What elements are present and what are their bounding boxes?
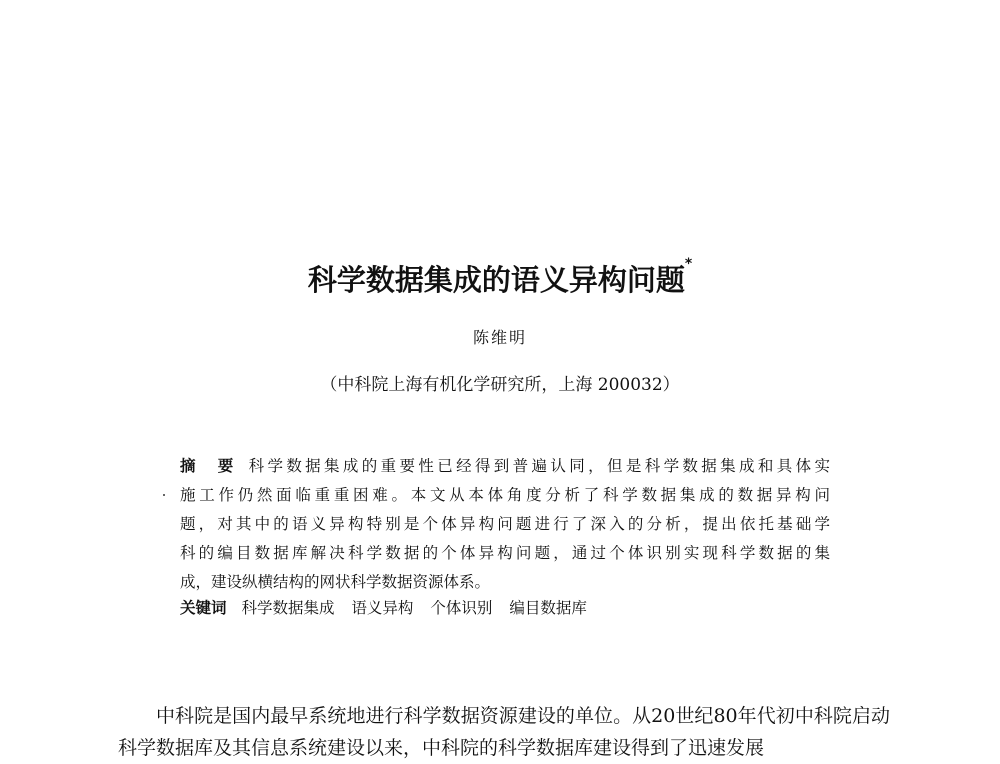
- keyword: 个体识别: [430, 599, 493, 617]
- keyword: 科学数据集成: [241, 599, 335, 617]
- abstract-line: 成，建设纵横结构的网状科学数据资源体系。: [180, 573, 491, 591]
- title-text: 科学数据集成的语义异构问题: [307, 263, 685, 297]
- author-name: 陈维明: [472, 328, 527, 347]
- keyword: 编目数据库: [509, 599, 587, 617]
- abstract-line: 科的编目数据库解决科学数据的个体异构问题，通过个体识别实现科学数据的集: [180, 544, 830, 562]
- abstract: [180, 452, 830, 597]
- keyword: 语义异构: [351, 599, 414, 617]
- author-affiliation: （中科院上海有机化学研究所，上海 200032）: [320, 375, 680, 395]
- abstract-line: [180, 452, 830, 481]
- abstract-label: 摘 要: [180, 457, 237, 475]
- keywords: [180, 596, 599, 618]
- abstract-line: 题，对其中的语义异构特别是个体异构问题进行了深入的分析，提出依托基础学: [180, 515, 830, 533]
- keywords-label: 关键词: [180, 599, 227, 617]
- abstract-line: 施工作仍然面临重重困难。本文从本体角度分析了科学数据集成的数据异构问: [180, 486, 830, 504]
- body-paragraph: 中科院是国内最早系统地进行科学数据资源建设的单位。从20世纪80年代初中科院启动科学数据库及其信息系统建设以来，中科院的科学数据库建设得到了迅速发展: [118, 705, 890, 759]
- title-footnote-mark: *: [684, 256, 693, 272]
- abstract-line-text: 科学数据集成的重要性已经得到普遍认同，但是科学数据集成和具体实: [248, 457, 830, 475]
- scan-speck: [163, 494, 165, 496]
- paper-title: [0, 258, 1000, 299]
